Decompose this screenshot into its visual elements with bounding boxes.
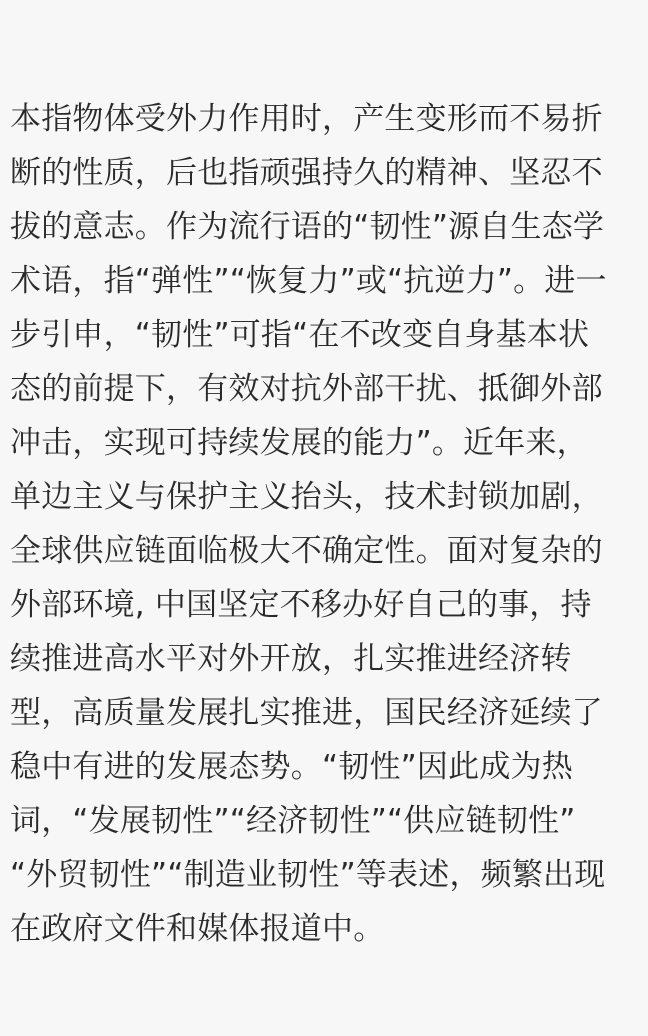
article-line-15: “外贸韧性”“制造业韧性”等表述，频繁出现 bbox=[10, 857, 606, 893]
article-line-11: 续推进高水平对外开放，扎实推进经济转 bbox=[10, 641, 572, 677]
article-line-5: 步引申，“韧性”可指“在不改变自身基本状 bbox=[10, 317, 590, 353]
article-line-16: 在政府文件和媒体报道中。 bbox=[10, 911, 385, 947]
article-line-2: 断的性质，后也指顽强持久的精神、坚忍不 bbox=[10, 155, 603, 191]
article-line-10: 外部环境, 中国坚定不移办好自己的事，持 bbox=[10, 587, 592, 623]
article-line-14: 词，“发展韧性”“经济韧性”“供应链韧性” bbox=[10, 803, 576, 839]
article-line-8: 单边主义与保护主义抬头，技术封锁加剧， bbox=[10, 479, 603, 515]
article-line-12: 型，高质量发展扎实推进，国民经济延续了 bbox=[10, 695, 603, 731]
article-line-9: 全球供应链面临极大不确定性。面对复杂的 bbox=[10, 533, 603, 569]
article-line-3: 拔的意志。作为流行语的“韧性”源自生态学 bbox=[10, 209, 605, 245]
article-line-7: 冲击，实现可持续发展的能力”。近年来， bbox=[10, 425, 588, 461]
article-line-1: 本指物体受外力作用时，产生变形而不易折 bbox=[10, 101, 603, 137]
article-text bbox=[10, 92, 640, 956]
article-line-4: 术语，指“弹性”“恢复力”或“抗逆力”。进一 bbox=[10, 263, 607, 299]
article-line-6: 态的前提下，有效对抗外部干扰、抵御外部 bbox=[10, 371, 603, 407]
article-line-13: 稳中有进的发展态势。“韧性”因此成为热 bbox=[10, 749, 573, 785]
